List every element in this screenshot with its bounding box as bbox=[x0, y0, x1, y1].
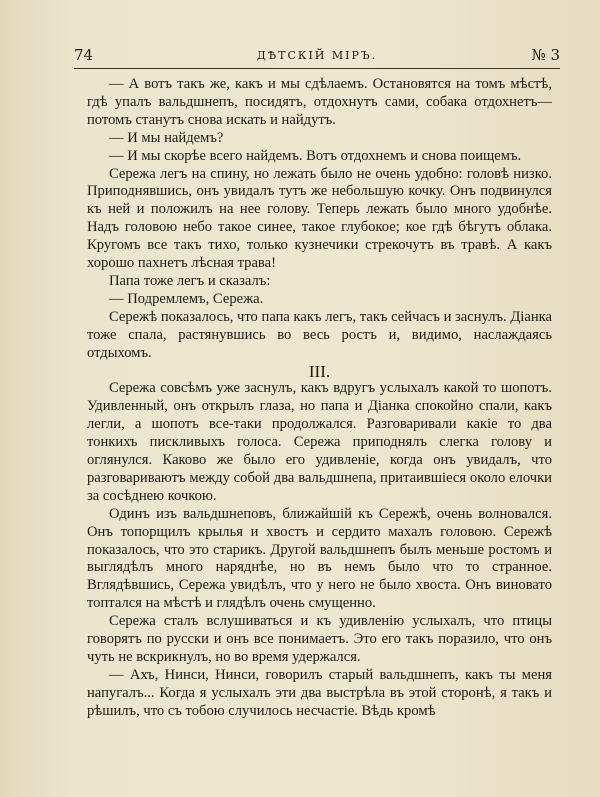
paragraph: — А вотъ такъ же, какъ и мы сдѣлаемъ. Остановятся на томъ мѣстѣ, гдѣ упалъ вальдшнепъ, посидятъ, отдохнутъ сами, собака отдохнетъ—потомъ станутъ снова искать и найдутъ. bbox=[87, 76, 552, 128]
running-header bbox=[74, 46, 560, 68]
paragraph: Одинъ изъ вальдшнеповъ, ближайшій къ Сережѣ, очень волновался. Онъ топорщилъ крылья и хвостъ и сердито махалъ головою. Сережѣ показалось, что это старикъ. Другой вальдшнепъ былъ меньше ростомъ и выглядѣлъ много наряднѣе, но въ немъ было что то странное. Вглядѣвшись, Сережа увидѣлъ, что у него не было хвоста. Онъ виновато топтался на мѣстѣ и глядѣлъ очень смущенно. bbox=[87, 505, 552, 612]
paragraph: — И мы скорѣе всего найдемъ. Вотъ отдохнемъ и снова поищемъ. bbox=[109, 147, 522, 164]
paragraph: Папа тоже легъ и сказалъ: bbox=[109, 272, 271, 289]
paragraph: — Ахъ, Нинси, Нинси, говорилъ старый вальдшнепъ, какъ ты меня напугалъ... Когда я услыхалъ эти два выстрѣла въ этой сторонѣ, я такъ и рѣшилъ, что съ тобою случилось несчастіе. Вѣдь кромѣ bbox=[87, 666, 552, 719]
paragraph: Сережа легъ на спину, но лежать было не очень удобно: головѣ низко. Приподнявшись, онъ увидалъ тутъ же небольшую кочку. Онъ подвинулся къ ней и положилъ на нее голову. Теперь лежать было много удобнѣе. Надъ головою небо такое синее, такое глубокое; кое гдѣ бѣгутъ облака. Кругомъ все такъ тихо, только кузнечики стрекочутъ въ травѣ. А какъ хорошо пахнетъ лѣсная трава! bbox=[87, 165, 552, 272]
page-number: 74 bbox=[74, 46, 94, 64]
paragraph: Сережѣ показалось, что папа какъ легъ, такъ сейчасъ и заснулъ. Діанка тоже спала, растянувшись во весь ростъ и, видимо, наслаждаясь отдыхомъ. bbox=[87, 308, 552, 361]
paragraph: — И мы найдемъ? bbox=[109, 129, 224, 146]
section-heading: III. bbox=[308, 361, 331, 381]
paragraph: — Подремлемъ, Сережа. bbox=[109, 290, 264, 307]
body-text bbox=[87, 76, 552, 721]
header-rule bbox=[74, 68, 560, 69]
paragraph: Сережа сталъ вслушиваться и къ удивленію услыхалъ, что птицы говорятъ по русски и онъ все понимаетъ. Это его такъ поразило, что онъ чуть не вскрикнулъ, но во время удержался. bbox=[87, 613, 552, 665]
issue-number: № 3 bbox=[531, 46, 560, 64]
paragraph: Сережа совсѣмъ уже заснулъ, какъ вдругъ услыхалъ какой то шопотъ. Удивленный, онъ открылъ глаза, но папа и Діанка спокойно спали, какъ легли, а шопотъ все-таки продолжался. Разговаривали какіе то два тонкихъ пискливыхъ голоса. Сережа приподнялъ слегка голову и оглянулся. Каково же было его удивленіе, когда онъ увидалъ, что разговариваютъ между собой два вальдшнепа, притаившіеся около елочки за сосѣднею кочкою. bbox=[87, 380, 552, 504]
journal-title: ДѢТСКІЙ МІРЪ. bbox=[256, 49, 378, 62]
